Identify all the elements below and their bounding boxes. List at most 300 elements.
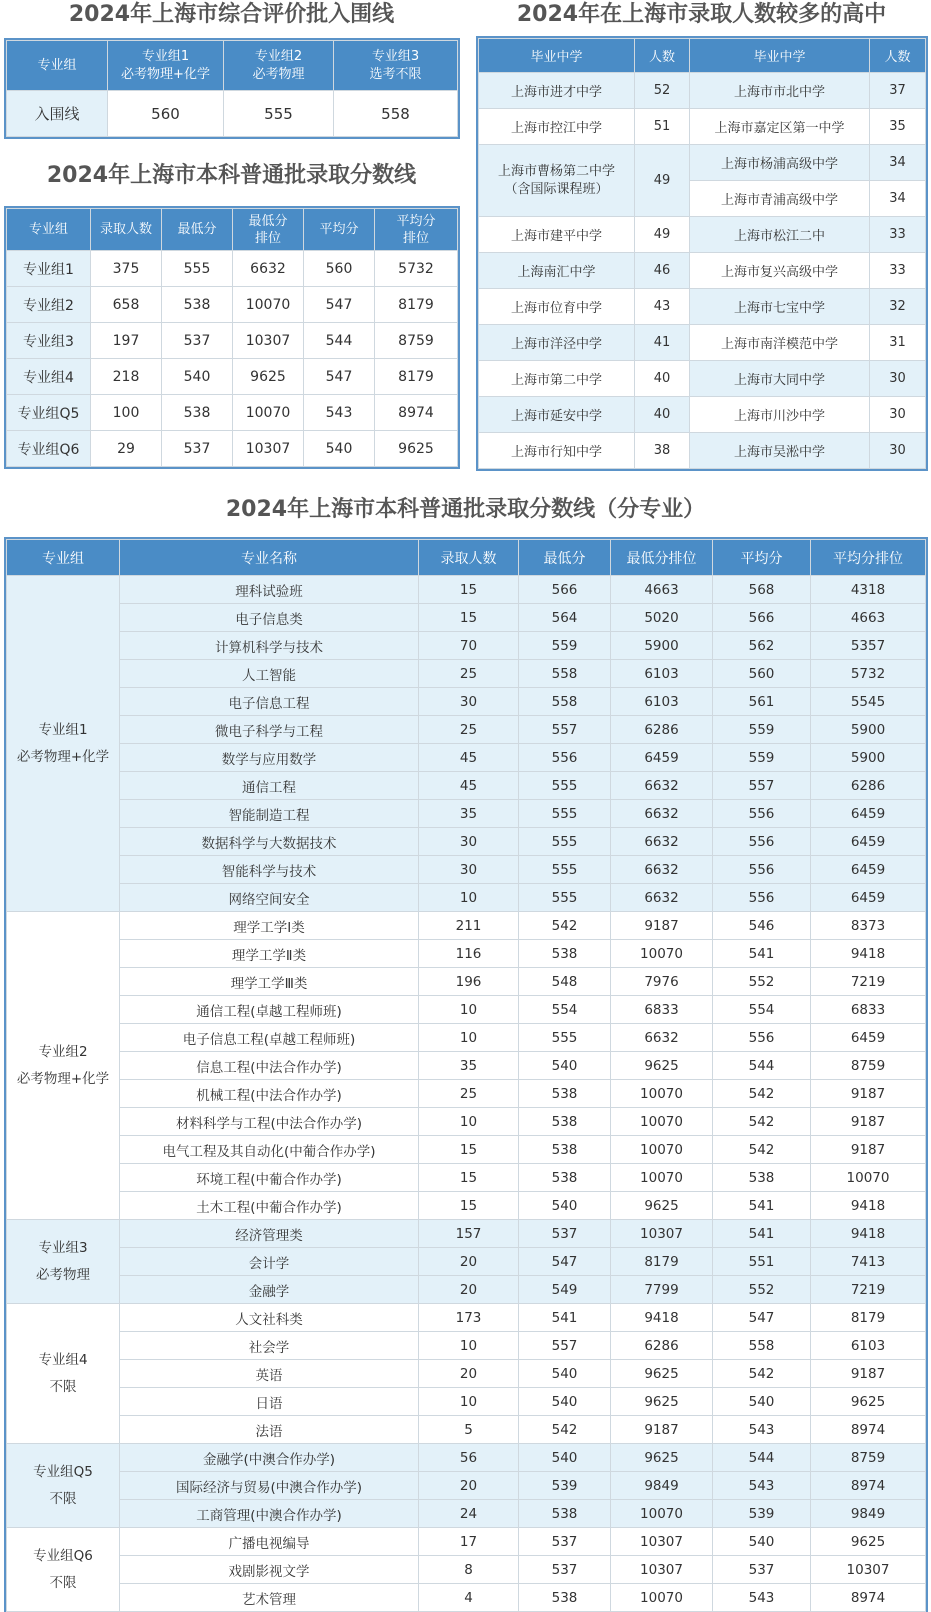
table-cell: 7413 xyxy=(811,1248,926,1276)
table-cell: 8759 xyxy=(375,323,458,359)
major-name: 工商管理(中澳合作办学) xyxy=(120,1500,419,1528)
table-cell: 20 xyxy=(419,1360,519,1388)
school-name: 上海市松江二中 xyxy=(690,217,870,253)
table-cell: 15 xyxy=(419,1192,519,1220)
table-cell: 9418 xyxy=(811,1192,926,1220)
table-cell: 25 xyxy=(419,716,519,744)
table-cell: 10 xyxy=(419,884,519,912)
student-count: 37 xyxy=(870,73,926,109)
table-cell: 10070 xyxy=(611,1164,713,1192)
table-cell: 5900 xyxy=(811,716,926,744)
table-row xyxy=(7,431,458,467)
table-cell: 552 xyxy=(713,1276,811,1304)
cell-text: 专业组1 xyxy=(141,48,190,64)
table-row xyxy=(7,968,926,996)
major-name: 计算机科学与技术 xyxy=(120,632,419,660)
table-row xyxy=(7,251,458,287)
table-row xyxy=(479,325,926,361)
table-cell: 6632 xyxy=(611,1024,713,1052)
table-cell: 549 xyxy=(519,1276,611,1304)
table-cell: 8759 xyxy=(811,1444,926,1472)
table-cell: 5732 xyxy=(375,251,458,287)
table-cell: 4663 xyxy=(811,604,926,632)
table-cell: 6459 xyxy=(611,744,713,772)
major-name: 电气工程及其自动化(中葡合作办学) xyxy=(120,1136,419,1164)
school-name: 上海市洋泾中学 xyxy=(479,325,635,361)
table-cell: 6833 xyxy=(811,996,926,1024)
table-cell: 15 xyxy=(419,576,519,604)
table-cell: 540 xyxy=(162,359,233,395)
table-cell: 15 xyxy=(419,1136,519,1164)
table-row xyxy=(7,1080,926,1108)
table-cell: 30 xyxy=(419,688,519,716)
table-cell: 8179 xyxy=(611,1248,713,1276)
table-cell: 10070 xyxy=(811,1164,926,1192)
table-cell: 5 xyxy=(419,1416,519,1444)
table-cell: 538 xyxy=(519,1080,611,1108)
table-cell: 555 xyxy=(519,828,611,856)
row-label: 入围线 xyxy=(7,91,108,137)
table-cell: 566 xyxy=(713,604,811,632)
cell-text: 最低分 xyxy=(248,213,288,229)
table-cell: 556 xyxy=(713,884,811,912)
student-count: 34 xyxy=(870,181,926,217)
table-row xyxy=(7,1472,926,1500)
table-row xyxy=(7,1108,926,1136)
table-cell: 20 xyxy=(419,1248,519,1276)
table-cell: 547 xyxy=(519,1248,611,1276)
table-row xyxy=(479,145,926,181)
table-cell: 10307 xyxy=(611,1220,713,1248)
column-header: 最低分排位 xyxy=(611,540,713,576)
table-cell: 538 xyxy=(519,1136,611,1164)
table-cell: 6833 xyxy=(611,996,713,1024)
table-cell: 560 xyxy=(713,660,811,688)
table-cell: 538 xyxy=(519,1584,611,1612)
column-header xyxy=(233,209,304,251)
table-cell: 556 xyxy=(713,1024,811,1052)
table-cell: 544 xyxy=(304,323,375,359)
table-cell: 6632 xyxy=(611,800,713,828)
student-count: 30 xyxy=(870,361,926,397)
table-cell: 540 xyxy=(519,1360,611,1388)
major-name: 通信工程 xyxy=(120,772,419,800)
school-name: 上海市第二中学 xyxy=(479,361,635,397)
table-cell: 8179 xyxy=(375,287,458,323)
table-cell: 29 xyxy=(91,431,162,467)
table-cell: 541 xyxy=(713,1220,811,1248)
table-row xyxy=(7,359,458,395)
table-cell: 548 xyxy=(519,968,611,996)
table-cell: 9625 xyxy=(375,431,458,467)
table-cell: 6459 xyxy=(811,1024,926,1052)
table-cell: 5545 xyxy=(811,688,926,716)
cell-text: 专业组2 xyxy=(38,1043,88,1060)
table-cell: 557 xyxy=(519,716,611,744)
table-cell: 560 xyxy=(108,91,224,137)
table-row xyxy=(7,91,458,137)
major-name: 数据科学与大数据技术 xyxy=(120,828,419,856)
school-name: 上海市复兴高级中学 xyxy=(690,253,870,289)
student-count: 49 xyxy=(635,145,690,217)
table-cell: 10070 xyxy=(611,1500,713,1528)
table-row xyxy=(479,73,926,109)
table-cell: 540 xyxy=(713,1388,811,1416)
table-cell: 9625 xyxy=(811,1388,926,1416)
column-header: 平均分排位 xyxy=(811,540,926,576)
table-row xyxy=(479,289,926,325)
table-cell: 547 xyxy=(304,287,375,323)
table-cell: 9625 xyxy=(611,1444,713,1472)
table-cell: 15 xyxy=(419,1164,519,1192)
major-name: 微电子科学与工程 xyxy=(120,716,419,744)
table-row xyxy=(479,253,926,289)
student-count: 33 xyxy=(870,217,926,253)
table-cell: 658 xyxy=(91,287,162,323)
student-count: 38 xyxy=(635,433,690,469)
column-header xyxy=(375,209,458,251)
table-cell: 540 xyxy=(519,1192,611,1220)
column-header xyxy=(162,209,233,251)
cell-text: （含国际课程班） xyxy=(504,181,609,197)
school-name: 上海市进才中学 xyxy=(479,73,635,109)
student-count: 31 xyxy=(870,325,926,361)
table-cell: 10070 xyxy=(611,1136,713,1164)
table-cell: 7219 xyxy=(811,968,926,996)
table-cell: 9187 xyxy=(811,1360,926,1388)
column-header: 毕业中学 xyxy=(479,39,635,73)
column-header xyxy=(108,41,224,91)
table-cell: 6103 xyxy=(611,688,713,716)
row-label: 专业组3 xyxy=(7,323,91,359)
table-cell: 197 xyxy=(91,323,162,359)
major-name: 会计学 xyxy=(120,1248,419,1276)
group-label xyxy=(7,1304,120,1444)
school-name xyxy=(479,145,635,217)
table-row xyxy=(7,576,926,604)
column-header: 专业名称 xyxy=(120,540,419,576)
table-cell: 551 xyxy=(713,1248,811,1276)
table-cell: 556 xyxy=(713,856,811,884)
table-cell: 30 xyxy=(419,828,519,856)
table-cell: 555 xyxy=(519,772,611,800)
row-label: 专业组Q6 xyxy=(7,431,91,467)
table-cell: 9625 xyxy=(611,1388,713,1416)
table-cell: 10070 xyxy=(611,1108,713,1136)
table-cell: 537 xyxy=(519,1556,611,1584)
table-cell: 541 xyxy=(713,940,811,968)
table-row xyxy=(7,1584,926,1612)
table-cell: 173 xyxy=(419,1304,519,1332)
table-cell: 6103 xyxy=(811,1332,926,1360)
table-cell: 10 xyxy=(419,1108,519,1136)
table-cell: 554 xyxy=(519,996,611,1024)
table-row xyxy=(7,1276,926,1304)
major-name: 理学工学Ⅲ类 xyxy=(120,968,419,996)
table-row xyxy=(7,1332,926,1360)
major-name: 日语 xyxy=(120,1388,419,1416)
table-cell: 6632 xyxy=(611,884,713,912)
student-count: 46 xyxy=(635,253,690,289)
table-cell: 552 xyxy=(713,968,811,996)
table-cell: 557 xyxy=(713,772,811,800)
table-cell: 543 xyxy=(713,1416,811,1444)
major-name: 英语 xyxy=(120,1360,419,1388)
table-cell: 543 xyxy=(304,395,375,431)
table-comprehensive-evaluation xyxy=(6,40,458,137)
table-row xyxy=(7,1164,926,1192)
cell-text: 录取人数 xyxy=(99,222,152,237)
table-cell: 4318 xyxy=(811,576,926,604)
table-cell: 542 xyxy=(713,1360,811,1388)
table-cell: 4663 xyxy=(611,576,713,604)
table-cell: 10 xyxy=(419,1024,519,1052)
table-cell: 9625 xyxy=(611,1052,713,1080)
column-header xyxy=(224,41,334,91)
table-row xyxy=(479,433,926,469)
table-cell: 8373 xyxy=(811,912,926,940)
table-cell: 218 xyxy=(91,359,162,395)
school-name: 上海市川沙中学 xyxy=(690,397,870,433)
table-cell: 6459 xyxy=(811,800,926,828)
table-cell: 10070 xyxy=(233,287,304,323)
table-top-high-schools xyxy=(478,38,926,469)
cell-text: 专业组1 xyxy=(38,721,88,738)
cell-text: 必考物理 xyxy=(36,1266,90,1283)
table-cell: 556 xyxy=(713,800,811,828)
table-row xyxy=(7,800,926,828)
table-cell: 537 xyxy=(162,431,233,467)
group-label xyxy=(7,912,120,1220)
table-row xyxy=(7,884,926,912)
major-name: 理学工学Ⅰ类 xyxy=(120,912,419,940)
student-count: 41 xyxy=(635,325,690,361)
table-cell: 9625 xyxy=(233,359,304,395)
table-cell: 7976 xyxy=(611,968,713,996)
table-cell: 20 xyxy=(419,1276,519,1304)
cell-text: 上海市曹杨第二中学 xyxy=(497,163,615,179)
table-cell: 10 xyxy=(419,996,519,1024)
major-name: 人工智能 xyxy=(120,660,419,688)
row-label: 专业组1 xyxy=(7,251,91,287)
row-label: 专业组4 xyxy=(7,359,91,395)
column-header: 人数 xyxy=(870,39,926,73)
table-cell: 375 xyxy=(91,251,162,287)
cell-text: 专业组 xyxy=(28,222,68,237)
table-cell: 9625 xyxy=(811,1528,926,1556)
student-count: 52 xyxy=(635,73,690,109)
school-name: 上海市控江中学 xyxy=(479,109,635,145)
table-cell: 6286 xyxy=(611,1332,713,1360)
table-row xyxy=(7,1052,926,1080)
table-cell: 555 xyxy=(519,800,611,828)
table-cell: 9418 xyxy=(611,1304,713,1332)
table-cell: 8179 xyxy=(375,359,458,395)
student-count: 40 xyxy=(635,361,690,397)
column-header: 录取人数 xyxy=(419,540,519,576)
major-name: 人文社科类 xyxy=(120,1304,419,1332)
major-name: 电子信息工程(卓越工程师班) xyxy=(120,1024,419,1052)
student-count: 34 xyxy=(870,145,926,181)
table-cell: 540 xyxy=(519,1388,611,1416)
school-name: 上海市大同中学 xyxy=(690,361,870,397)
cell-text: 平均分 xyxy=(396,213,436,229)
table-cell: 9187 xyxy=(611,912,713,940)
table-cell: 8759 xyxy=(811,1052,926,1080)
table-cell: 564 xyxy=(519,604,611,632)
table-cell: 10 xyxy=(419,1332,519,1360)
major-name: 机械工程(中法合作办学) xyxy=(120,1080,419,1108)
table-cell: 6459 xyxy=(811,884,926,912)
table-cell: 540 xyxy=(519,1444,611,1472)
school-name: 上海市吴淞中学 xyxy=(690,433,870,469)
major-name: 经济管理类 xyxy=(120,1220,419,1248)
title-admission-by-group: 2024年上海市本科普通批录取分数线 xyxy=(46,163,417,188)
cell-text: 必考物理+化学 xyxy=(121,66,210,82)
table-cell: 25 xyxy=(419,1080,519,1108)
cell-text: 必考物理+化学 xyxy=(16,1070,110,1087)
table-cell: 35 xyxy=(419,1052,519,1080)
table-cell: 6103 xyxy=(611,660,713,688)
table-row xyxy=(7,1304,926,1332)
table-cell: 6286 xyxy=(811,772,926,800)
table-row xyxy=(479,361,926,397)
table-row xyxy=(7,1416,926,1444)
table-cell: 5900 xyxy=(611,632,713,660)
major-name: 土木工程(中葡合作办学) xyxy=(120,1192,419,1220)
cell-text: 专业组3 xyxy=(38,1239,88,1256)
header-row xyxy=(7,540,926,576)
student-count: 43 xyxy=(635,289,690,325)
table-cell: 8974 xyxy=(811,1416,926,1444)
table-cell: 9625 xyxy=(611,1192,713,1220)
table-cell: 557 xyxy=(519,1332,611,1360)
table-cell: 540 xyxy=(519,1052,611,1080)
table-cell: 196 xyxy=(419,968,519,996)
table-cell: 116 xyxy=(419,940,519,968)
table-cell: 8974 xyxy=(375,395,458,431)
table-cell: 546 xyxy=(713,912,811,940)
table-cell: 537 xyxy=(713,1556,811,1584)
table-cell: 6459 xyxy=(811,856,926,884)
cell-text: 专业组3 xyxy=(371,48,420,64)
table-cell: 566 xyxy=(519,576,611,604)
column-header: 毕业中学 xyxy=(690,39,870,73)
table-cell: 547 xyxy=(304,359,375,395)
table-row xyxy=(479,397,926,433)
table-row xyxy=(7,688,926,716)
school-name: 上海市杨浦高级中学 xyxy=(690,145,870,181)
table-cell: 5900 xyxy=(811,744,926,772)
table-cell: 568 xyxy=(713,576,811,604)
column-header xyxy=(304,209,375,251)
table-cell: 10307 xyxy=(811,1556,926,1584)
cell-text: 最低分 xyxy=(177,222,217,237)
table-row xyxy=(7,744,926,772)
cell-text: 专业组Q5 xyxy=(33,1463,93,1480)
major-name: 电子信息类 xyxy=(120,604,419,632)
student-count: 35 xyxy=(870,109,926,145)
school-name: 上海市位育中学 xyxy=(479,289,635,325)
student-count: 40 xyxy=(635,397,690,433)
table-cell: 8974 xyxy=(811,1584,926,1612)
student-count: 51 xyxy=(635,109,690,145)
table-cell: 9187 xyxy=(811,1080,926,1108)
cell-text: 专业组 xyxy=(37,57,77,73)
major-name: 广播电视编导 xyxy=(120,1528,419,1556)
table-row xyxy=(7,1360,926,1388)
table-cell: 542 xyxy=(519,1416,611,1444)
major-name: 智能制造工程 xyxy=(120,800,419,828)
cell-text: 排位 xyxy=(254,230,281,246)
table-cell: 554 xyxy=(713,996,811,1024)
table-cell: 547 xyxy=(713,1304,811,1332)
table-cell: 544 xyxy=(713,1052,811,1080)
table-cell: 100 xyxy=(91,395,162,431)
table-cell: 6632 xyxy=(611,856,713,884)
table-row xyxy=(7,1024,926,1052)
school-name: 上海市七宝中学 xyxy=(690,289,870,325)
cell-text: 排位 xyxy=(402,230,429,246)
table-cell: 539 xyxy=(519,1472,611,1500)
table-row xyxy=(479,217,926,253)
column-header xyxy=(91,209,162,251)
major-name: 法语 xyxy=(120,1416,419,1444)
major-name: 电子信息工程 xyxy=(120,688,419,716)
cell-text: 不限 xyxy=(49,1574,77,1591)
table-cell: 538 xyxy=(713,1164,811,1192)
cell-text: 不限 xyxy=(49,1378,77,1395)
major-name: 材料科学与工程(中法合作办学) xyxy=(120,1108,419,1136)
table-cell: 6459 xyxy=(811,828,926,856)
table-cell: 559 xyxy=(519,632,611,660)
table-cell: 538 xyxy=(519,1500,611,1528)
table-cell: 8974 xyxy=(811,1472,926,1500)
table-cell: 8 xyxy=(419,1556,519,1584)
table-cell: 558 xyxy=(519,660,611,688)
major-name: 艺术管理 xyxy=(120,1584,419,1612)
table-cell: 17 xyxy=(419,1528,519,1556)
table-cell: 9187 xyxy=(811,1136,926,1164)
cell-text: 专业组2 xyxy=(254,48,303,64)
major-name: 国际经济与贸易(中澳合作办学) xyxy=(120,1472,419,1500)
major-name: 智能科学与技术 xyxy=(120,856,419,884)
table-row xyxy=(7,660,926,688)
table-row xyxy=(7,1192,926,1220)
major-name: 环境工程(中葡合作办学) xyxy=(120,1164,419,1192)
table-cell: 6286 xyxy=(611,716,713,744)
column-header: 专业组 xyxy=(7,540,120,576)
table-cell: 559 xyxy=(713,716,811,744)
table-cell: 70 xyxy=(419,632,519,660)
major-name: 戏剧影视文学 xyxy=(120,1556,419,1584)
table-cell: 543 xyxy=(713,1584,811,1612)
table-row xyxy=(7,1556,926,1584)
table-cell: 538 xyxy=(162,287,233,323)
major-name: 社会学 xyxy=(120,1332,419,1360)
column-header xyxy=(334,41,458,91)
table-cell: 211 xyxy=(419,912,519,940)
header-row xyxy=(479,39,926,73)
table-row xyxy=(7,395,458,431)
table-row xyxy=(7,772,926,800)
table-cell: 10070 xyxy=(611,1080,713,1108)
cell-text: 专业组Q6 xyxy=(33,1547,93,1564)
table-cell: 540 xyxy=(304,431,375,467)
table-cell: 542 xyxy=(713,1136,811,1164)
column-header xyxy=(7,209,91,251)
column-header xyxy=(7,41,108,91)
